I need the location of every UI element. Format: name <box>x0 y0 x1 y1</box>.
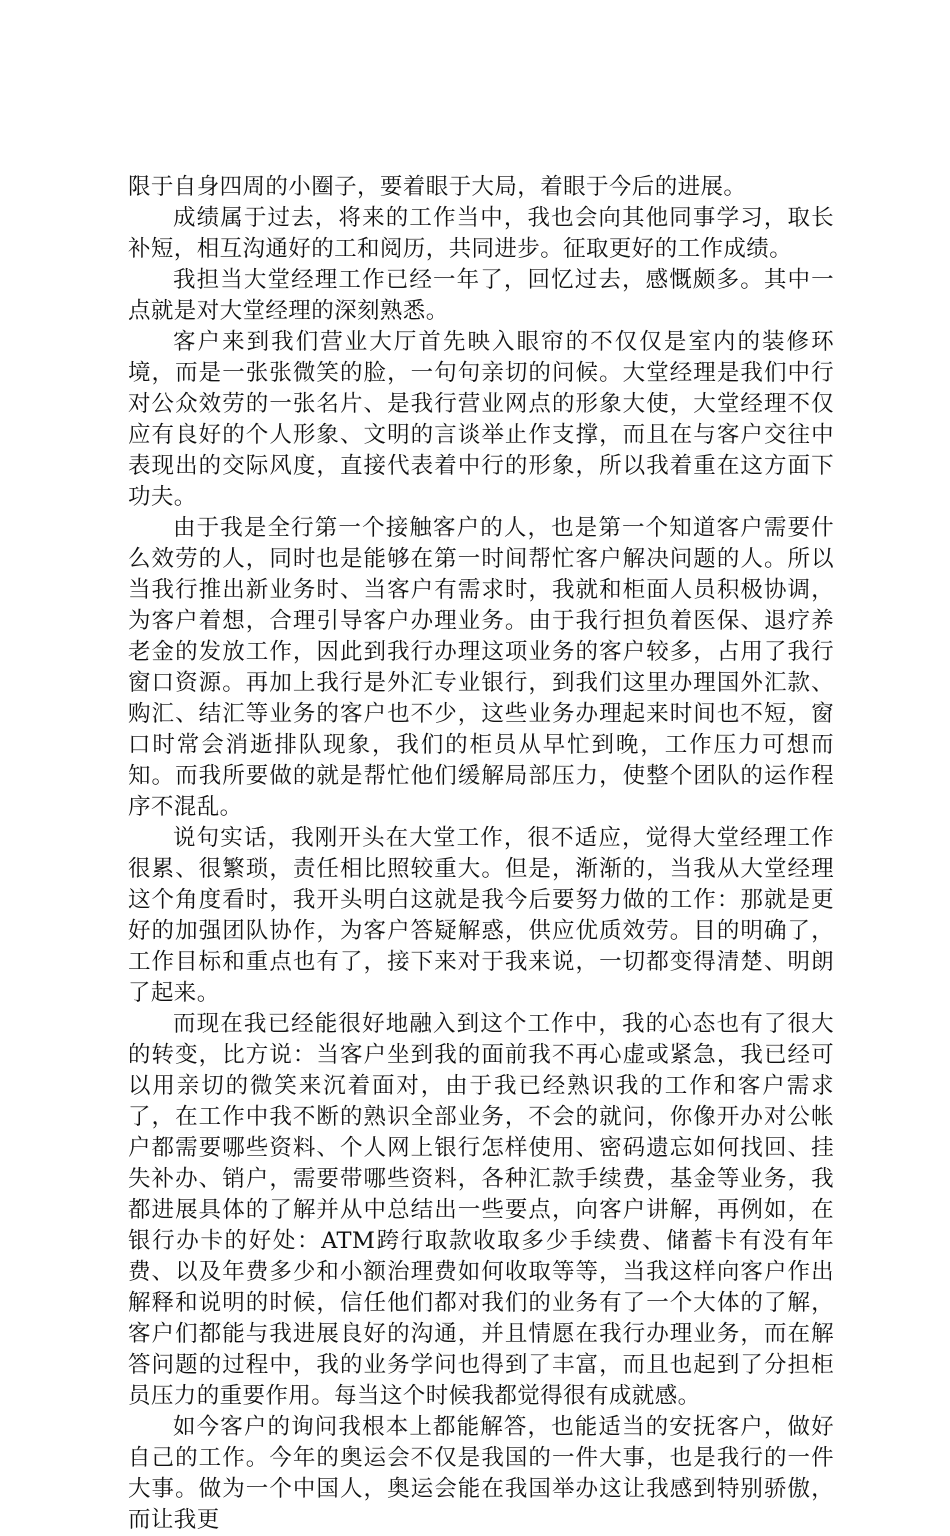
paragraph: 客户来到我们营业大厅首先映入眼帘的不仅仅是室内的装修环境，而是一张张微笑的脸，一句句亲切的问候。大堂经理是我们中行对公众效劳的一张名片、是我行营业网点的形象大使，大堂经理不仅应有良好的个人形象、文明的言谈举止作支撑，而且在与客户交往中表现出的交际风度，直接代表着中行的形象，所以我着重在这方面下功夫。 <box>128 329 834 510</box>
paragraph: 成绩属于过去，将来的工作当中，我也会向其他同事学习，取长补短，相互沟通好的工和阅历，共同进步。征取更好的工作成绩。 <box>128 205 834 262</box>
paragraph: 由于我是全行第一个接触客户的人，也是第一个知道客户需要什么效劳的人，同时也是能够在第一时间帮忙客户解决问题的人。所以当我行推出新业务时、当客户有需求时，我就和柜面人员积极协调，为客户着想，合理引导客户办理业务。由于我行担负着医保、退疗养老金的发放工作，因此到我行办理这项业务的客户较多，占用了我行窗口资源。再加上我行是外汇专业银行，到我们这里办理国外汇款、购汇、结汇等业务的客户也不少，这些业务办理起来时间也不短，窗口时常会消逝排队现象，我们的柜员从早忙到晚，工作压力可想而知。而我所要做的就是帮忙他们缓解局部压力，使整个团队的运作程序不混乱。 <box>128 515 834 820</box>
paragraph: 限于自身四周的小圈子，要着眼于大局，着眼于今后的进展。 <box>128 174 747 200</box>
document-page <box>128 172 834 1536</box>
paragraph: 我担当大堂经理工作已经一年了，回忆过去，感慨颇多。其中一点就是对大堂经理的深刻熟悉。 <box>128 267 834 324</box>
paragraph: 如今客户的询问我根本上都能解答，也能适当的安抚客户，做好自己的工作。今年的奥运会不仅是我国的一件大事，也是我行的一件大事。做为一个中国人，奥运会能在我国举办这让我感到特别骄傲，而让我更 <box>128 1414 834 1533</box>
paragraph: 说句实话，我刚开头在大堂工作，很不适应，觉得大堂经理工作很累、很繁琐，责任相比照较重大。但是，渐渐的，当我从大堂经理这个角度看时，我开头明白这就是我今后要努力做的工作：那就是更好的加强团队协作，为客户答疑解惑，供应优质效劳。目的明确了，工作目标和重点也有了，接下来对于我来说，一切都变得清楚、明朗了起来。 <box>128 825 834 1006</box>
paragraph: 而现在我已经能很好地融入到这个工作中，我的心态也有了很大的转变，比方说：当客户坐到我的面前我不再心虚或紧急，我已经可以用亲切的微笑来沉着面对，由于我已经熟识我的工作和客户需求了，在工作中我不断的熟识全部业务，不会的就问，你像开办对公帐户都需要哪些资料、个人网上银行怎样使用、密码遗忘如何找回、挂失补办、销户，需要带哪些资料，各种汇款手续费，基金等业务，我都进展具体的了解并从中总结出一些要点，向客户讲解，再例如，在银行办卡的好处：ATM跨行取款收取多少手续费、储蓄卡有没有年费、以及年费多少和小额治理费如何收取等等，当我这样向客户作出解释和说明的时候，信任他们都对我们的业务有了一个大体的了解，客户们都能与我进展良好的沟通，并且情愿在我行办理业务，而在解答问题的过程中，我的业务学问也得到了丰富，而且也起到了分担柜员压力的重要作用。每当这个时候我都觉得很有成就感。 <box>128 1011 834 1409</box>
